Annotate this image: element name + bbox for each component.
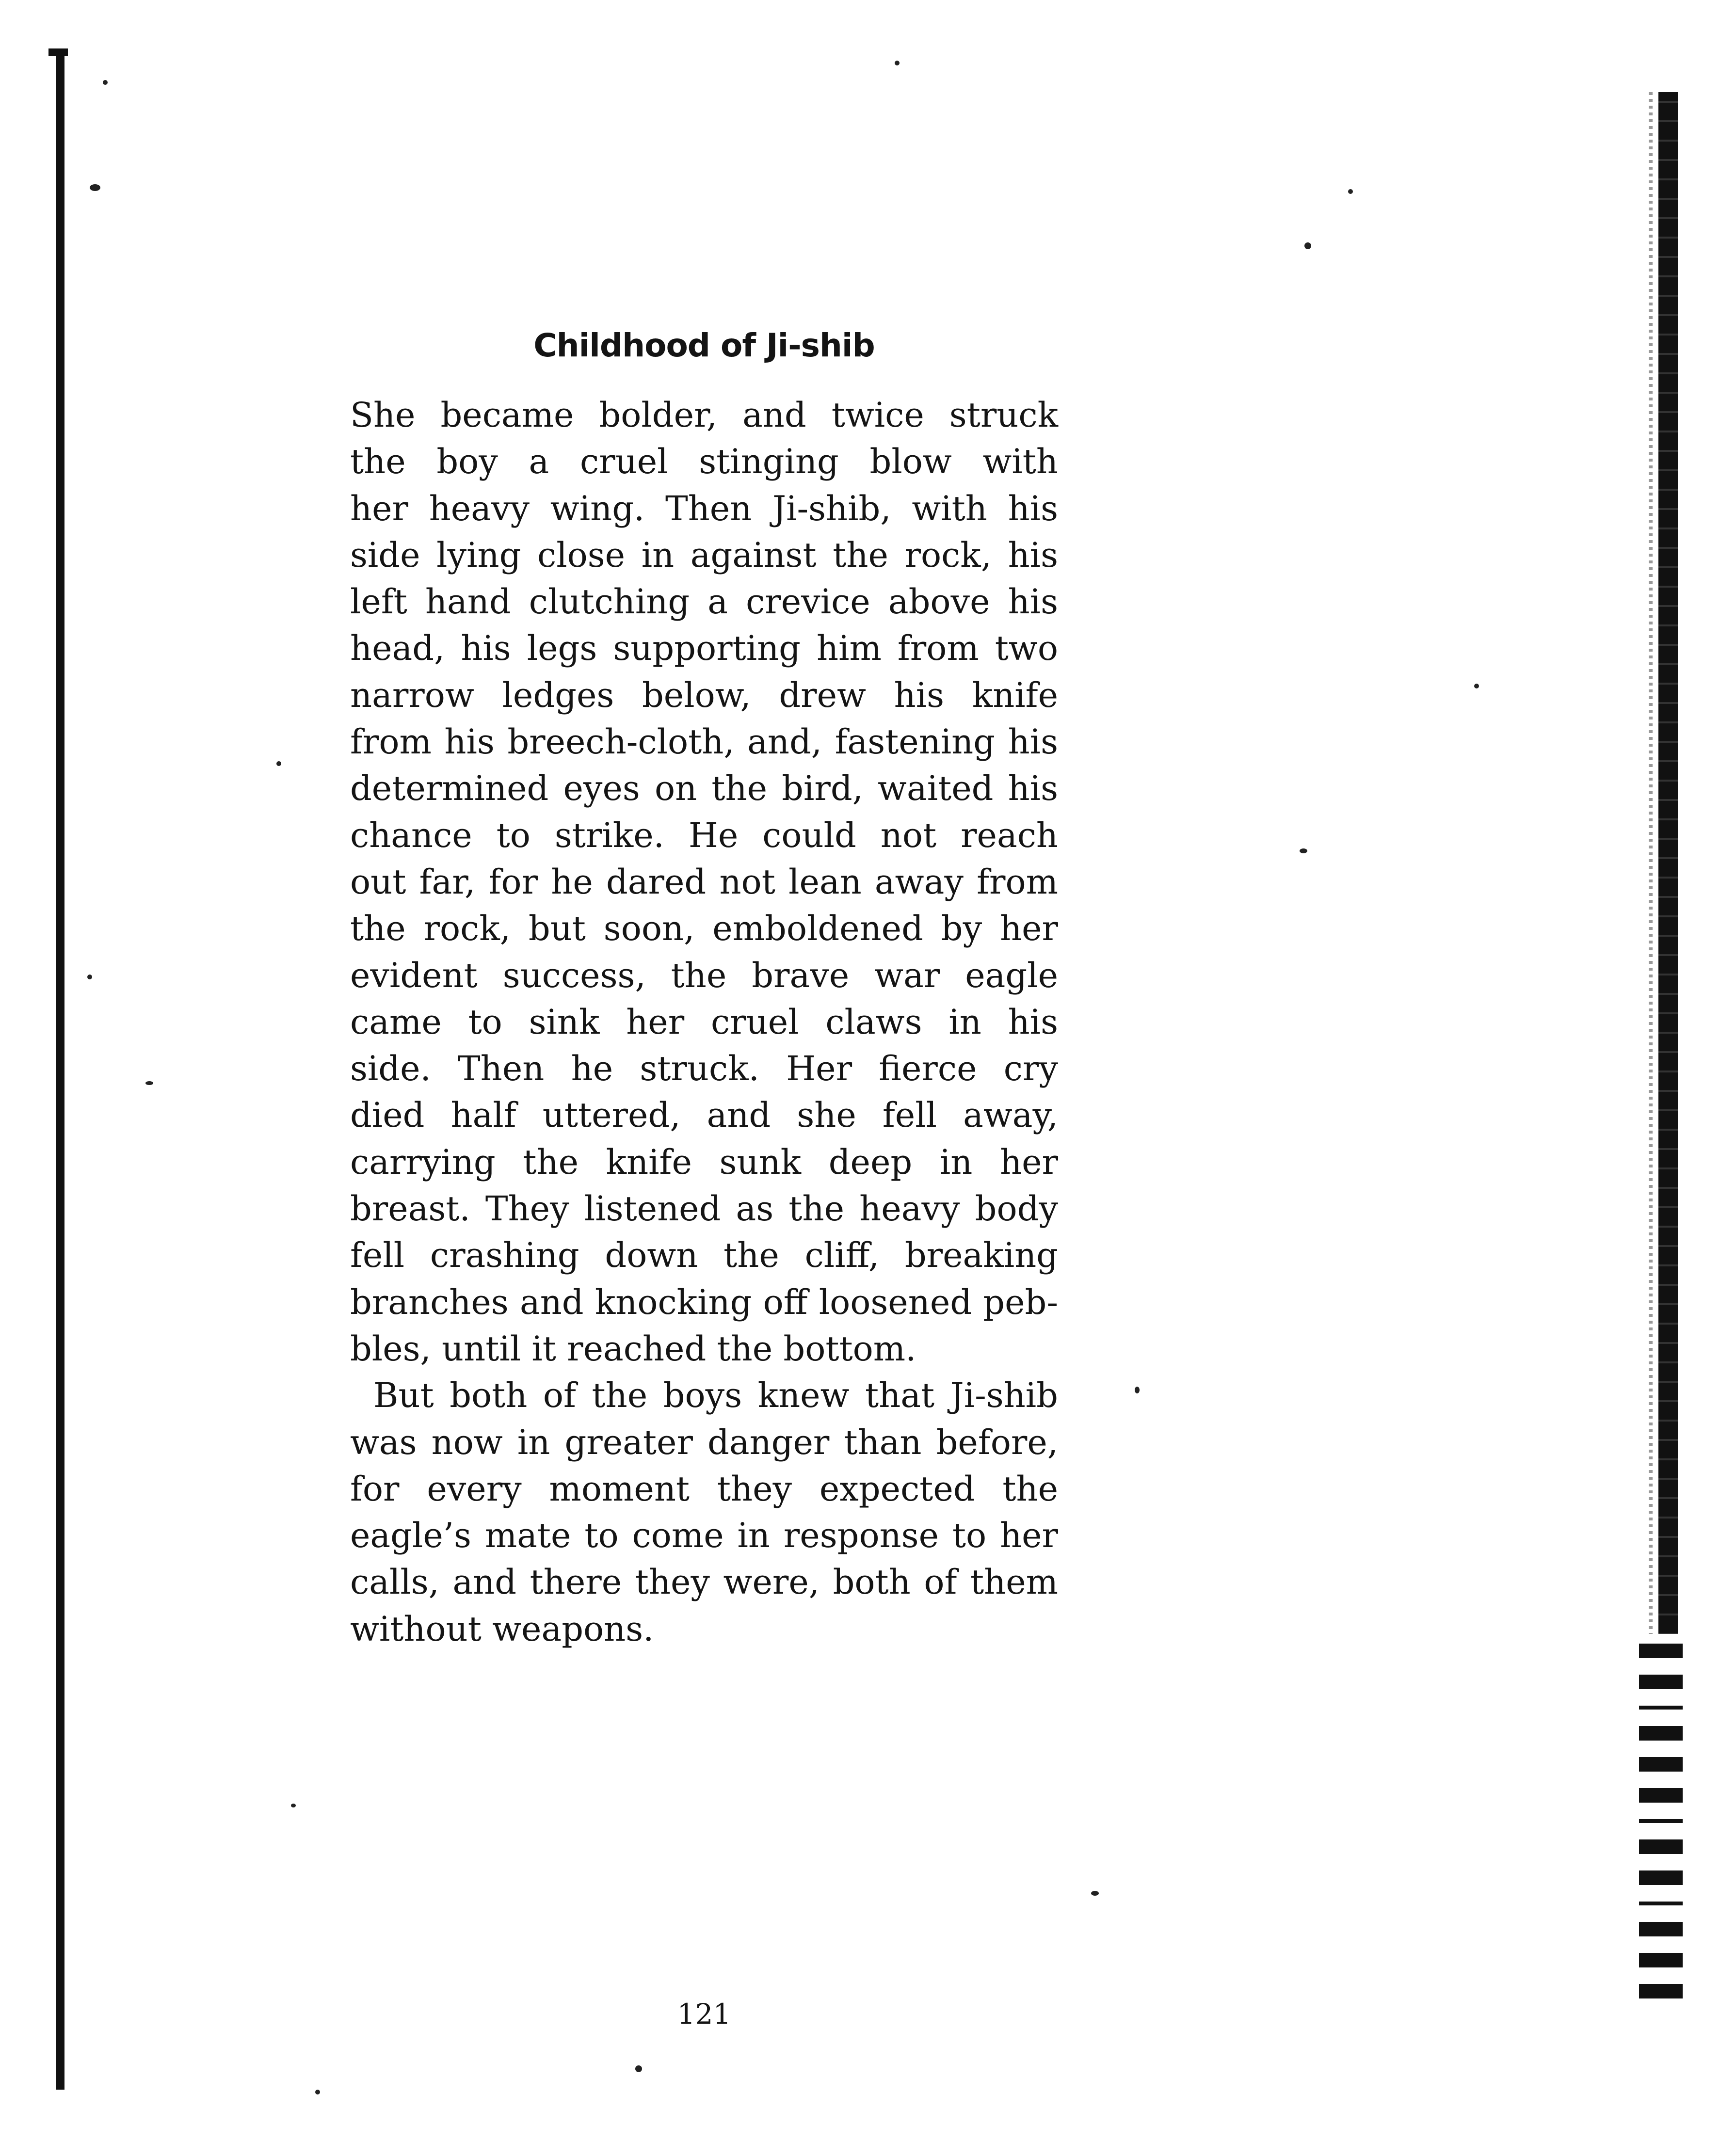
scan-speck [1135, 1387, 1140, 1393]
scan-speck [1300, 848, 1307, 853]
text-line: breast. They listened as the heavy body [350, 1189, 1058, 1229]
scan-speck [145, 1081, 153, 1085]
text-line: side. Then he struck. Her fierce cry [350, 1049, 1058, 1089]
text-line: calls, and there they were, both of them [350, 1562, 1058, 1602]
text-line: head, his legs supporting him from two [350, 628, 1058, 669]
text-line: She became bolder, and twice struck [350, 395, 1058, 435]
scan-speck [315, 2090, 320, 2094]
scan-speck [276, 761, 281, 766]
text-line: branches and knocking off loosened peb- [350, 1282, 1058, 1322]
text-line: from his breech-cloth, and, fastening his [350, 722, 1058, 762]
scan-speck [1091, 1891, 1099, 1896]
text-line: bles, until it reached the bottom. [350, 1328, 916, 1369]
scan-edge-strip [1658, 92, 1678, 1634]
text-line: out far, for he dared not lean away from [350, 862, 1058, 902]
text-line: fell crashing down the cliff, breaking [350, 1235, 1058, 1276]
paragraph-1 [350, 392, 1058, 1372]
scan-speck [1348, 189, 1353, 194]
text-line: chance to strike. He could not reach [350, 815, 1058, 855]
scan-speck [635, 2065, 642, 2072]
text-line: died half uttered, and she fell away, [350, 1095, 1058, 1135]
scan-speck [87, 975, 92, 979]
page-number: 121 [677, 1998, 731, 2030]
text-line: carrying the knife sunk deep in her [350, 1142, 1058, 1182]
scan-speck [1304, 242, 1311, 249]
text-line: determined eyes on the bird, waited his [350, 768, 1058, 809]
scan-speck [90, 184, 100, 191]
text-line: narrow ledges below, drew his knife [350, 675, 1058, 715]
page-edge-rule [56, 48, 64, 2090]
text-line: came to sink her cruel claws in his [350, 1002, 1058, 1042]
text-line: for every moment they expected the [350, 1469, 1058, 1509]
scan-speck [895, 61, 900, 65]
text-line: side lying close in against the rock, his [350, 535, 1058, 575]
text-line: the rock, but soon, emboldened by her [350, 909, 1058, 949]
text-line: eagle’s mate to come in response to her [350, 1516, 1058, 1556]
text-line: her heavy wing. Then Ji-shib, with his [350, 488, 1058, 528]
running-head: Childhood of Ji-shib [533, 327, 875, 364]
text-line: left hand clutching a crevice above his [350, 582, 1058, 622]
text-line: was now in greater danger than before, [350, 1422, 1058, 1462]
scan-speck [291, 1804, 296, 1807]
text-line: evident success, the brave war eagle [350, 955, 1058, 995]
text-line: But both of the boys knew that Ji-shib [373, 1375, 1058, 1416]
scan-speck [103, 80, 108, 85]
scan-speck [1474, 684, 1479, 688]
paragraph-2 [350, 1372, 1058, 1652]
scan-edge-blocks [1639, 1644, 1683, 2051]
text-block [350, 327, 1058, 2030]
text-line: without weapons. [350, 1609, 654, 1649]
text-line: the boy a cruel stinging blow with [350, 442, 1058, 482]
scan-edge-strip-thin [1649, 92, 1653, 1634]
